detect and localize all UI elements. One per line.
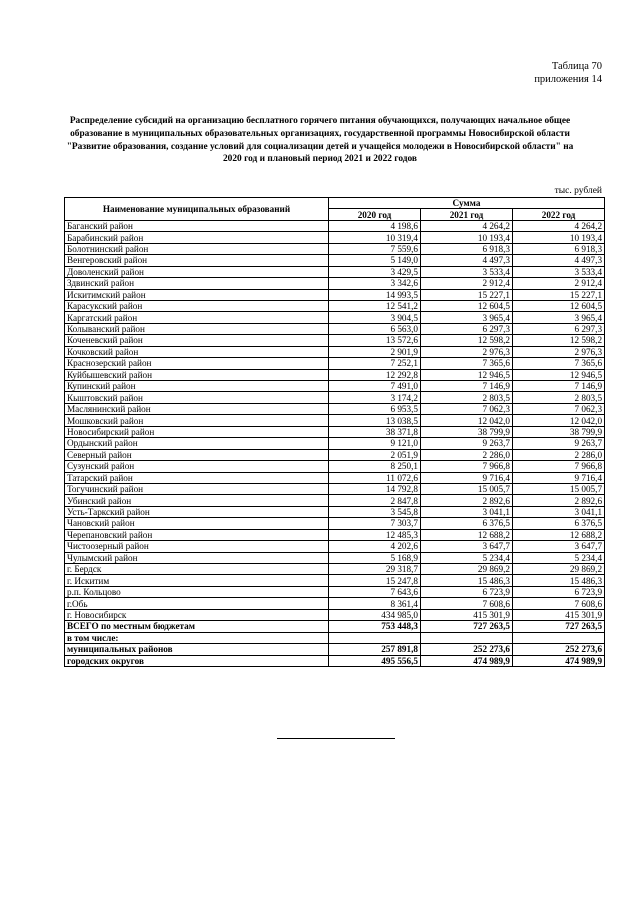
row-value-2021: 3 647,7	[421, 541, 513, 552]
row-value-2022: 7 608,6	[513, 598, 605, 609]
row-value-2020: 13 572,6	[329, 335, 421, 346]
row-value-2022: 15 005,7	[513, 483, 605, 494]
row-value-2020: 7 303,7	[329, 518, 421, 529]
column-header-2022: 2022 год	[513, 209, 605, 220]
table-row	[65, 300, 605, 311]
table-row	[65, 541, 605, 552]
table-row	[65, 323, 605, 334]
urban-row	[65, 655, 605, 666]
row-value-2022: 12 598,2	[513, 335, 605, 346]
row-value-2022: 2 286,0	[513, 449, 605, 460]
including-label: в том числе:	[65, 632, 329, 643]
urban-2022: 474 989,9	[513, 655, 605, 666]
row-value-2021: 5 234,4	[421, 552, 513, 563]
total-2020: 753 448,3	[329, 621, 421, 632]
row-value-2021: 6 723,9	[421, 586, 513, 597]
table-row	[65, 518, 605, 529]
row-value-2020: 15 247,8	[329, 575, 421, 586]
row-name: Северный район	[65, 449, 329, 460]
row-value-2020: 3 429,5	[329, 266, 421, 277]
table-row	[65, 438, 605, 449]
row-value-2022: 3 965,4	[513, 312, 605, 323]
row-value-2022: 7 966,8	[513, 461, 605, 472]
row-value-2022: 7 062,3	[513, 403, 605, 414]
row-name: Краснозерский район	[65, 358, 329, 369]
row-value-2022: 6 297,3	[513, 323, 605, 334]
row-value-2020: 3 174,2	[329, 392, 421, 403]
row-value-2020: 4 202,6	[329, 541, 421, 552]
row-value-2022: 7 146,9	[513, 381, 605, 392]
row-name: Кыштовский район	[65, 392, 329, 403]
table-row	[65, 243, 605, 254]
row-name: Искитимский район	[65, 289, 329, 300]
row-value-2021: 3 041,1	[421, 506, 513, 517]
row-name: Барабинский район	[65, 232, 329, 243]
table-summary	[65, 621, 605, 667]
row-value-2020: 2 847,8	[329, 495, 421, 506]
row-value-2022: 2 803,5	[513, 392, 605, 403]
municipal-row	[65, 644, 605, 655]
row-value-2022: 10 193,4	[513, 232, 605, 243]
table-row	[65, 312, 605, 323]
row-value-2022: 3 647,7	[513, 541, 605, 552]
table-row	[65, 495, 605, 506]
table-row	[65, 449, 605, 460]
row-value-2020: 7 491,0	[329, 381, 421, 392]
table-row	[65, 358, 605, 369]
row-value-2022: 6 376,5	[513, 518, 605, 529]
row-name: г.Обь	[65, 598, 329, 609]
table-row	[65, 335, 605, 346]
column-header-sum: Сумма	[329, 198, 605, 209]
row-name: Мошковский район	[65, 415, 329, 426]
row-name: Карасукский район	[65, 300, 329, 311]
row-value-2021: 10 193,4	[421, 232, 513, 243]
row-name: Баганский район	[65, 220, 329, 231]
row-value-2021: 4 497,3	[421, 255, 513, 266]
urban-label: городских округов	[65, 655, 329, 666]
row-value-2022: 12 042,0	[513, 415, 605, 426]
row-value-2022: 2 892,6	[513, 495, 605, 506]
row-value-2021: 12 598,2	[421, 335, 513, 346]
urban-2021: 474 989,9	[421, 655, 513, 666]
closing-rule	[277, 738, 395, 739]
table-row	[65, 346, 605, 357]
row-value-2021: 12 604,5	[421, 300, 513, 311]
table-number: Таблица 70	[551, 61, 602, 72]
row-value-2021: 6 376,5	[421, 518, 513, 529]
row-name: Коченевский район	[65, 335, 329, 346]
row-value-2022: 6 918,3	[513, 243, 605, 254]
table-row	[65, 220, 605, 231]
table-reference	[534, 60, 602, 86]
row-value-2021: 7 966,8	[421, 461, 513, 472]
row-value-2022: 38 799,9	[513, 426, 605, 437]
row-value-2020: 3 545,8	[329, 506, 421, 517]
row-value-2021: 7 062,3	[421, 403, 513, 414]
row-value-2022: 15 486,3	[513, 575, 605, 586]
row-value-2022: 2 976,3	[513, 346, 605, 357]
row-value-2020: 8 361,4	[329, 598, 421, 609]
table-row	[65, 506, 605, 517]
municipal-label: муниципальных районов	[65, 644, 329, 655]
row-value-2022: 12 946,5	[513, 369, 605, 380]
table-row	[65, 598, 605, 609]
row-value-2021: 415 301,9	[421, 609, 513, 620]
table-row	[65, 392, 605, 403]
row-value-2020: 4 198,6	[329, 220, 421, 231]
row-value-2021: 12 688,2	[421, 529, 513, 540]
row-value-2020: 10 319,4	[329, 232, 421, 243]
row-value-2021: 2 286,0	[421, 449, 513, 460]
row-value-2022: 415 301,9	[513, 609, 605, 620]
municipal-2022: 252 273,6	[513, 644, 605, 655]
table-row	[65, 278, 605, 289]
column-header-name: Наименование муниципальных образований	[65, 198, 329, 221]
table-row	[65, 461, 605, 472]
row-name: Кочковский район	[65, 346, 329, 357]
row-value-2022: 3 533,4	[513, 266, 605, 277]
table-row	[65, 575, 605, 586]
municipal-2021: 252 273,6	[421, 644, 513, 655]
row-value-2021: 7 608,6	[421, 598, 513, 609]
row-value-2021: 15 486,3	[421, 575, 513, 586]
row-value-2021: 12 042,0	[421, 415, 513, 426]
row-value-2021: 6 297,3	[421, 323, 513, 334]
row-name: Купинский район	[65, 381, 329, 392]
row-value-2021: 15 227,1	[421, 289, 513, 300]
row-name: Доволенский район	[65, 266, 329, 277]
document-title: Распределение субсидий на организацию бесплатного горячего питания обучающихся, получающих начальное общее образование в муниципальных образовательных организациях, государственной программы Новосибирской области "Развитие образования, создание условий для социализации детей и учащейся молодежи в Новосибирской области" на 2020 год и плановый период 2021 и 2022 годов	[66, 116, 574, 165]
row-value-2020: 8 250,1	[329, 461, 421, 472]
row-name: г. Бердск	[65, 564, 329, 575]
annex-number: приложения 14	[534, 74, 602, 85]
row-value-2022: 7 365,6	[513, 358, 605, 369]
table-row	[65, 415, 605, 426]
row-value-2020: 38 371,8	[329, 426, 421, 437]
subsidy-table	[64, 197, 605, 667]
row-name: Чистоозерный район	[65, 541, 329, 552]
units-label: тыс. рублей	[554, 186, 602, 196]
table-row	[65, 232, 605, 243]
row-value-2021: 9 716,4	[421, 472, 513, 483]
urban-2020: 495 556,5	[329, 655, 421, 666]
row-value-2021: 2 976,3	[421, 346, 513, 357]
table-row	[65, 426, 605, 437]
table-row	[65, 564, 605, 575]
row-value-2022: 12 604,5	[513, 300, 605, 311]
table-row	[65, 472, 605, 483]
row-value-2020: 5 149,0	[329, 255, 421, 266]
row-value-2020: 5 168,9	[329, 552, 421, 563]
row-value-2022: 4 264,2	[513, 220, 605, 231]
row-name: Чулымский район	[65, 552, 329, 563]
row-value-2021: 7 365,6	[421, 358, 513, 369]
row-value-2020: 9 121,0	[329, 438, 421, 449]
row-name: Маслянинский район	[65, 403, 329, 414]
table-row	[65, 586, 605, 597]
row-value-2020: 7 252,1	[329, 358, 421, 369]
row-value-2020: 3 904,5	[329, 312, 421, 323]
row-value-2022: 4 497,3	[513, 255, 605, 266]
row-value-2021: 38 799,9	[421, 426, 513, 437]
row-value-2021: 12 946,5	[421, 369, 513, 380]
row-value-2021: 7 146,9	[421, 381, 513, 392]
row-value-2021: 29 869,2	[421, 564, 513, 575]
row-value-2020: 12 485,3	[329, 529, 421, 540]
row-name: Чановский район	[65, 518, 329, 529]
row-value-2021: 2 803,5	[421, 392, 513, 403]
municipal-2020: 257 891,8	[329, 644, 421, 655]
row-value-2021: 2 912,4	[421, 278, 513, 289]
row-name: Сузунский район	[65, 461, 329, 472]
table-row	[65, 381, 605, 392]
row-name: Ордынский район	[65, 438, 329, 449]
row-name: Болотнинский район	[65, 243, 329, 254]
row-name: г. Новосибирск	[65, 609, 329, 620]
row-value-2022: 9 263,7	[513, 438, 605, 449]
total-row	[65, 621, 605, 632]
row-name: Татарский район	[65, 472, 329, 483]
total-label: ВСЕГО по местным бюджетам	[65, 621, 329, 632]
row-value-2020: 2 901,9	[329, 346, 421, 357]
row-value-2020: 6 563,0	[329, 323, 421, 334]
total-2021: 727 263,5	[421, 621, 513, 632]
row-value-2022: 15 227,1	[513, 289, 605, 300]
row-value-2020: 12 541,2	[329, 300, 421, 311]
table-row	[65, 483, 605, 494]
row-value-2022: 2 912,4	[513, 278, 605, 289]
table-row	[65, 529, 605, 540]
row-value-2022: 12 688,2	[513, 529, 605, 540]
row-name: Черепановский район	[65, 529, 329, 540]
row-value-2020: 7 559,6	[329, 243, 421, 254]
row-value-2020: 14 993,5	[329, 289, 421, 300]
row-value-2021: 3 965,4	[421, 312, 513, 323]
row-value-2022: 6 723,9	[513, 586, 605, 597]
row-name: Усть-Таркский район	[65, 506, 329, 517]
row-name: г. Искитим	[65, 575, 329, 586]
table-row	[65, 266, 605, 277]
table-row	[65, 609, 605, 620]
row-value-2020: 2 051,9	[329, 449, 421, 460]
row-value-2020: 14 792,8	[329, 483, 421, 494]
including-row	[65, 632, 605, 643]
row-value-2022: 3 041,1	[513, 506, 605, 517]
row-name: Здвинский район	[65, 278, 329, 289]
row-value-2021: 2 892,6	[421, 495, 513, 506]
column-header-2020: 2020 год	[329, 209, 421, 220]
table-row	[65, 255, 605, 266]
table-row	[65, 552, 605, 563]
row-name: Новосибирский район	[65, 426, 329, 437]
row-name: Колыванский район	[65, 323, 329, 334]
row-value-2020: 3 342,6	[329, 278, 421, 289]
row-value-2020: 7 643,6	[329, 586, 421, 597]
row-value-2020: 434 985,0	[329, 609, 421, 620]
table-row	[65, 369, 605, 380]
row-value-2022: 9 716,4	[513, 472, 605, 483]
row-value-2022: 29 869,2	[513, 564, 605, 575]
row-value-2020: 11 072,6	[329, 472, 421, 483]
row-name: Убинский район	[65, 495, 329, 506]
row-value-2021: 6 918,3	[421, 243, 513, 254]
row-value-2021: 9 263,7	[421, 438, 513, 449]
total-2022: 727 263,5	[513, 621, 605, 632]
row-name: Куйбышевский район	[65, 369, 329, 380]
row-name: Тогучинский район	[65, 483, 329, 494]
table-row	[65, 289, 605, 300]
row-name: р.п. Кольцово	[65, 586, 329, 597]
row-name: Венгеровский район	[65, 255, 329, 266]
row-value-2022: 5 234,4	[513, 552, 605, 563]
column-header-2021: 2021 год	[421, 209, 513, 220]
row-value-2021: 3 533,4	[421, 266, 513, 277]
row-value-2020: 13 038,5	[329, 415, 421, 426]
row-value-2021: 15 005,7	[421, 483, 513, 494]
row-name: Каргатский район	[65, 312, 329, 323]
row-value-2020: 12 292,8	[329, 369, 421, 380]
row-value-2021: 4 264,2	[421, 220, 513, 231]
row-value-2020: 29 318,7	[329, 564, 421, 575]
table-body	[65, 220, 605, 620]
row-value-2020: 6 953,5	[329, 403, 421, 414]
table-row	[65, 403, 605, 414]
